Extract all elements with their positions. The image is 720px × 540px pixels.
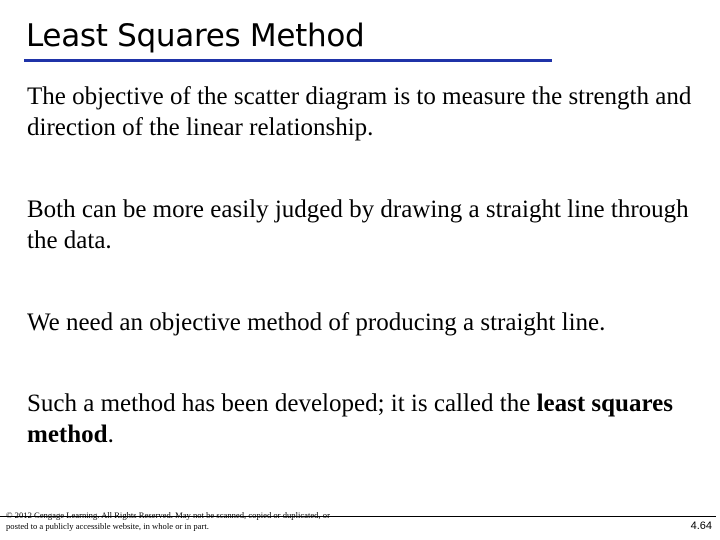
paragraph-objective: The objective of the scatter diagram is to measure the strength and direction of the linear relationship.: [27, 83, 692, 141]
paragraph-least-squares-period: .: [107, 421, 114, 448]
least-squares-term: least squares method: [27, 390, 673, 448]
slide-title: Least Squares Method: [26, 18, 365, 54]
title-underline: [24, 59, 552, 62]
copyright-notice: © 2012 Cengage Learning. All Rights Reserved. May not be scanned, copied or duplicated, or posted to a publicly accessible website, in whole or in part.: [6, 510, 330, 531]
paragraph-least-squares-text: Such a method has been developed; it is called the: [27, 390, 537, 417]
paragraph-least-squares: [27, 388, 707, 450]
page-number: 4.64: [690, 520, 712, 532]
paragraph-straight-line: Both can be more easily judged by drawing a straight line through the data.: [27, 196, 689, 254]
paragraph-objective-method: We need an objective method of producing a straight line.: [27, 309, 606, 336]
